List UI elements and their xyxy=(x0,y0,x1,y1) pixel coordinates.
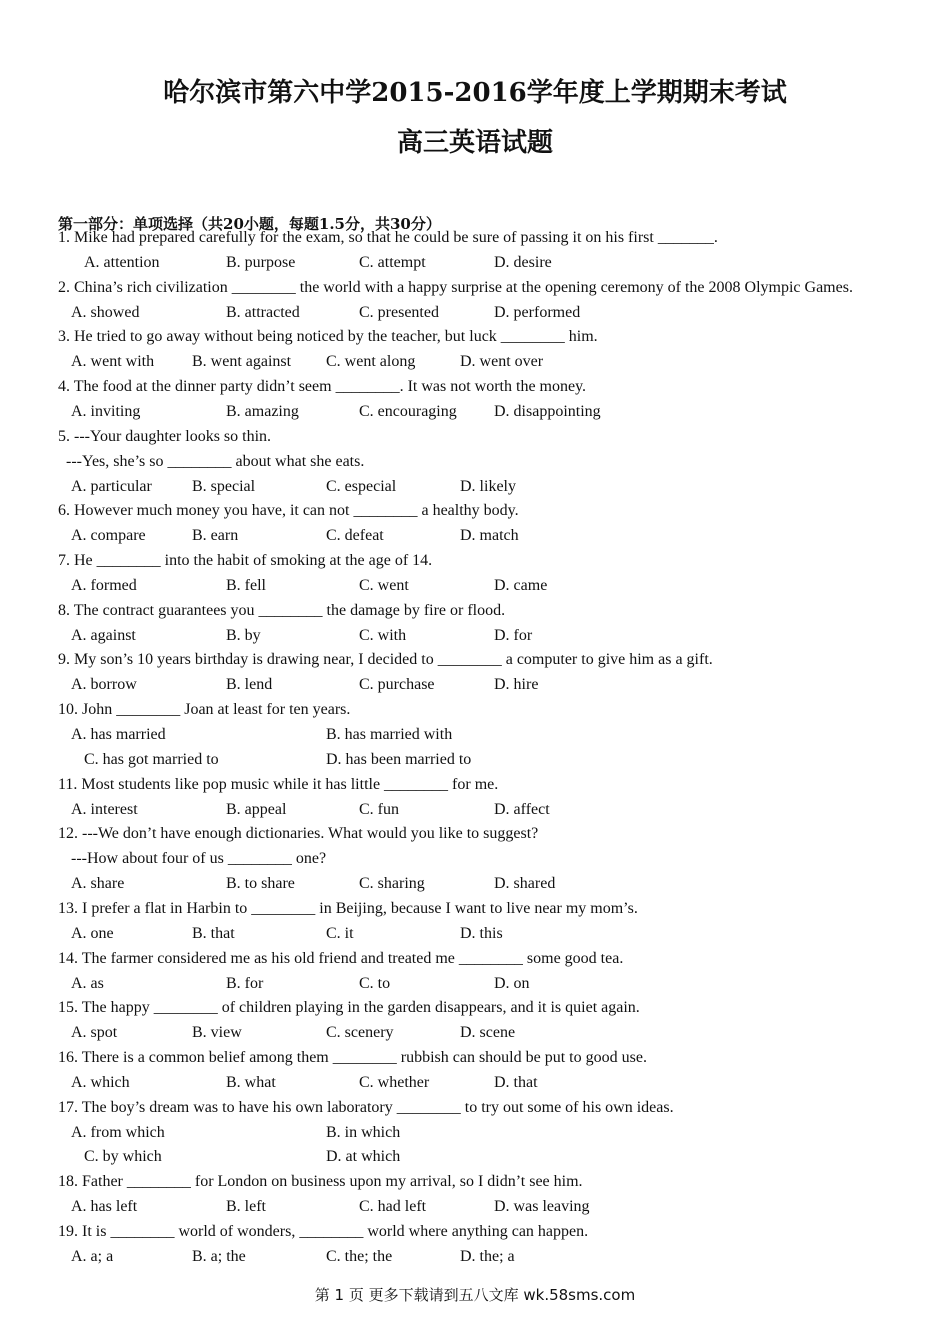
answer-option[interactable]: C. by which xyxy=(84,1148,162,1165)
answer-option[interactable]: D. the; a xyxy=(460,1248,515,1265)
answer-option[interactable]: D. hire xyxy=(494,676,539,693)
answer-option[interactable]: C. encouraging xyxy=(359,403,457,420)
answer-option[interactable]: A. showed xyxy=(71,304,140,321)
question-stem: 11. Most students like pop music while it has little ________ for me. xyxy=(58,776,499,793)
answer-option[interactable]: B. earn xyxy=(192,527,239,544)
answer-option[interactable]: B. view xyxy=(192,1024,242,1041)
answer-option[interactable]: A. spot xyxy=(71,1024,118,1041)
question-stem: 6. However much money you have, it can not ________ a healthy body. xyxy=(58,502,519,519)
answer-option[interactable]: C. to xyxy=(359,975,391,992)
answer-option[interactable]: B. for xyxy=(226,975,264,992)
answer-option[interactable]: D. performed xyxy=(494,304,581,321)
answer-option[interactable]: D. for xyxy=(494,627,533,644)
question-stem: 2. China’s rich civilization ________ the world with a happy surprise at the opening ceremony of the 2008 Olympic Games. xyxy=(58,279,853,296)
exam-subtitle: 高三英语试题 xyxy=(396,128,553,158)
answer-option[interactable]: D. desire xyxy=(494,254,552,271)
answer-option[interactable]: D. scene xyxy=(460,1024,516,1041)
answer-option[interactable]: D. that xyxy=(494,1074,538,1091)
page-footer: 第 1 页 更多下载请到五八文库 wk.58sms.com xyxy=(314,1286,636,1304)
answer-option[interactable]: B. appeal xyxy=(226,801,287,818)
answer-option[interactable]: B. to share xyxy=(226,875,295,892)
answer-option[interactable]: B. went against xyxy=(192,353,292,370)
answer-option[interactable]: D. this xyxy=(460,925,503,942)
question-stem: 9. My son’s 10 years birthday is drawing near, I decided to ________ a computer to give him as a gift. xyxy=(58,651,713,668)
answer-option[interactable]: C. the; the xyxy=(326,1248,393,1265)
answer-option[interactable]: C. went xyxy=(359,577,409,594)
answer-option[interactable]: A. as xyxy=(71,975,104,992)
answer-option[interactable]: C. especial xyxy=(326,478,397,495)
question-stem: 4. The food at the dinner party didn’t seem ________. It was not worth the money. xyxy=(58,378,587,395)
answer-option[interactable]: B. that xyxy=(192,925,235,942)
question-stem: 5. ---Your daughter looks so thin. xyxy=(58,428,272,445)
answer-option[interactable]: C. fun xyxy=(359,801,399,818)
answer-option[interactable]: D. on xyxy=(494,975,530,992)
answer-option[interactable]: B. attracted xyxy=(226,304,300,321)
answer-option[interactable]: C. had left xyxy=(359,1198,427,1215)
answer-option[interactable]: C. presented xyxy=(359,304,439,321)
answer-option[interactable]: C. has got married to xyxy=(84,751,219,768)
section-heading: 第一部分：单项选择（共20小题，每题1.5分，共30分） xyxy=(58,215,441,233)
answer-option[interactable]: C. whether xyxy=(359,1074,430,1091)
answer-option[interactable]: A. inviting xyxy=(71,403,141,420)
question-stem: ---Yes, she’s so ________ about what she eats. xyxy=(66,453,365,470)
answer-option[interactable]: C. went along xyxy=(326,353,416,370)
answer-option[interactable]: A. from which xyxy=(71,1124,165,1141)
answer-option[interactable]: A. went with xyxy=(71,353,155,370)
question-stem: 12. ---We don’t have enough dictionaries. What would you like to suggest? xyxy=(58,825,539,842)
exam-title: 哈尔滨市第六中学2015-2016学年度上学期期末考试 xyxy=(163,78,787,108)
answer-option[interactable]: D. disappointing xyxy=(494,403,601,420)
answer-option[interactable]: A. share xyxy=(71,875,125,892)
answer-option[interactable]: C. it xyxy=(326,925,354,942)
answer-option[interactable]: A. which xyxy=(71,1074,130,1091)
answer-option[interactable]: D. came xyxy=(494,577,548,594)
question-stem: 17. The boy’s dream was to have his own laboratory ________ to try out some of his own ideas. xyxy=(58,1099,674,1116)
answer-option[interactable]: A. has married xyxy=(71,726,166,743)
question-stem: 15. The happy ________ of children playing in the garden disappears, and it is quiet again. xyxy=(58,999,640,1016)
answer-option[interactable]: C. with xyxy=(359,627,407,644)
answer-option[interactable]: A. formed xyxy=(71,577,137,594)
answer-option[interactable]: B. in which xyxy=(326,1124,401,1141)
answer-option[interactable]: D. likely xyxy=(460,478,516,495)
answer-option[interactable]: B. purpose xyxy=(226,254,296,271)
answer-option[interactable]: B. a; the xyxy=(192,1248,246,1265)
answer-option[interactable]: A. has left xyxy=(71,1198,138,1215)
answer-option[interactable]: A. one xyxy=(71,925,114,942)
question-stem: 14. The farmer considered me as his old friend and treated me ________ some good tea. xyxy=(58,950,624,967)
answer-option[interactable]: B. what xyxy=(226,1074,276,1091)
answer-option[interactable]: A. particular xyxy=(71,478,152,495)
question-stem: 16. There is a common belief among them ________ rubbish can should be put to good use. xyxy=(58,1049,647,1066)
question-stem: 19. It is ________ world of wonders, ________ world where anything can happen. xyxy=(58,1223,589,1240)
answer-option[interactable]: A. interest xyxy=(71,801,138,818)
answer-option[interactable]: A. against xyxy=(71,627,136,644)
question-stem: 7. He ________ into the habit of smoking at the age of 14. xyxy=(58,552,433,569)
answer-option[interactable]: D. went over xyxy=(460,353,544,370)
answer-option[interactable]: A. a; a xyxy=(71,1248,114,1265)
answer-option[interactable]: D. match xyxy=(460,527,519,544)
answer-option[interactable]: A. attention xyxy=(84,254,160,271)
answer-option[interactable]: D. at which xyxy=(326,1148,401,1165)
answer-option[interactable]: B. has married with xyxy=(326,726,453,743)
answer-option[interactable]: C. defeat xyxy=(326,527,384,544)
answer-option[interactable]: D. has been married to xyxy=(326,751,472,768)
answer-option[interactable]: A. borrow xyxy=(71,676,137,693)
answer-option[interactable]: B. left xyxy=(226,1198,266,1215)
answer-option[interactable]: B. lend xyxy=(226,676,273,693)
answer-option[interactable]: B. special xyxy=(192,478,256,495)
answer-option[interactable]: C. scenery xyxy=(326,1024,394,1041)
answer-option[interactable]: C. attempt xyxy=(359,254,426,271)
question-stem: 8. The contract guarantees you ________ the damage by fire or flood. xyxy=(58,602,506,619)
question-stem: 3. He tried to go away without being noticed by the teacher, but luck ________ him. xyxy=(58,328,598,345)
question-stem: 10. John ________ Joan at least for ten years. xyxy=(58,701,351,718)
answer-option[interactable]: A. compare xyxy=(71,527,146,544)
question-stem: 13. I prefer a flat in Harbin to ________ in Beijing, because I want to live near my mom’s. xyxy=(58,900,638,917)
question-stem: 18. Father ________ for London on business upon my arrival, so I didn’t see him. xyxy=(58,1173,583,1190)
answer-option[interactable]: C. purchase xyxy=(359,676,435,693)
question-stem: 1. Mike had prepared carefully for the exam, so that he could be sure of passing it on his first _______. xyxy=(58,229,718,246)
question-stem: ---How about four of us ________ one? xyxy=(71,850,327,867)
answer-option[interactable]: D. shared xyxy=(494,875,556,892)
answer-option[interactable]: D. affect xyxy=(494,801,550,818)
answer-option[interactable]: C. sharing xyxy=(359,875,425,892)
answer-option[interactable]: B. by xyxy=(226,627,261,644)
answer-option[interactable]: D. was leaving xyxy=(494,1198,590,1215)
answer-option[interactable]: B. fell xyxy=(226,577,266,594)
answer-option[interactable]: B. amazing xyxy=(226,403,299,420)
